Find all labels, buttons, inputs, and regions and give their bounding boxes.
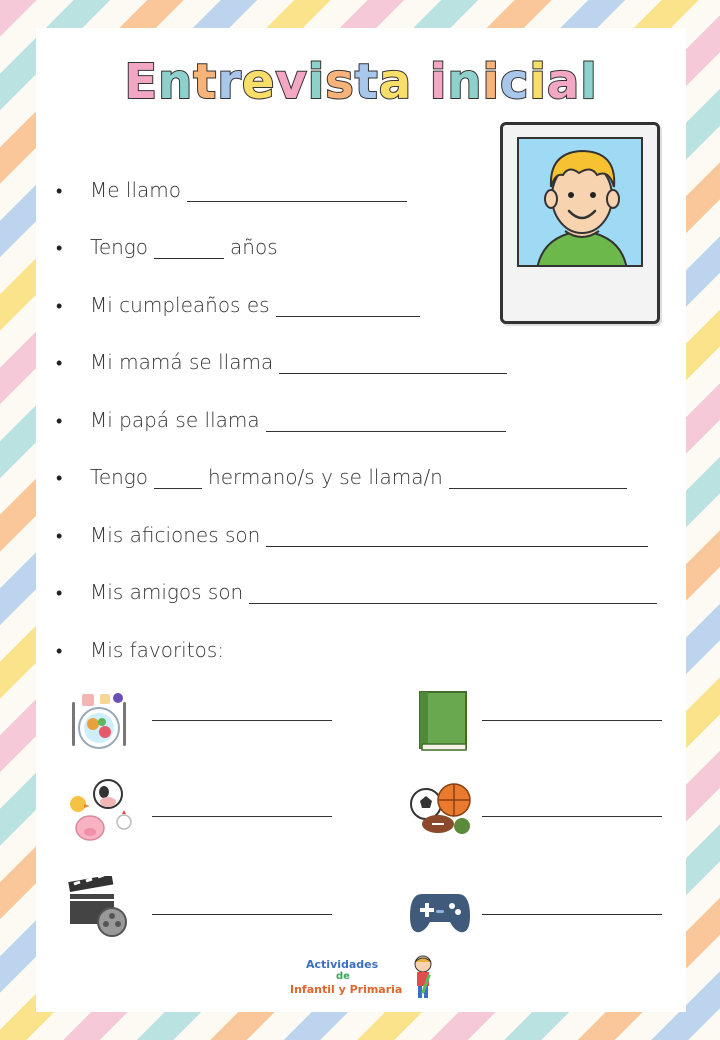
title-letter: i [529,54,547,110]
question-label: Mis favoritos: [90,638,224,662]
title-letter: a [378,54,413,110]
question-label: Mis amigos son [90,580,244,604]
title-letter: n [158,54,194,110]
bullet: • [56,641,63,662]
question-label: Mi papá se llama [90,408,260,432]
answer-line[interactable] [276,295,420,317]
photo-frame [500,122,660,324]
question-label: Me llamo [90,178,182,202]
answer-line[interactable] [449,467,627,489]
question-middle: hermano/s y se llama/n [208,465,443,489]
title-letter: v [275,54,308,110]
question-label: Mi cumpleaños es [90,293,270,317]
title-letter: r [217,54,242,110]
question-hobbies [56,507,654,547]
question-age [56,219,278,259]
answer-line[interactable] [249,582,657,604]
title-letter: i [429,54,448,110]
favorite-games-icon [408,886,472,940]
title-letter: t [193,54,218,110]
question-father [56,392,512,432]
favorite-sports-line[interactable] [482,816,662,817]
question-name [56,162,413,202]
favorite-movie-line[interactable] [152,914,332,915]
publisher-logo [286,954,446,1006]
title-letter: E [124,54,159,110]
bullet: • [56,468,63,489]
title-letter: e [241,54,276,110]
boy-illustration [519,139,643,267]
favorite-animals-line[interactable] [152,816,332,817]
title-letter: t [354,54,379,110]
answer-line[interactable] [279,352,507,374]
question-friends [56,564,663,604]
child-portrait [517,137,643,267]
question-favorites [56,622,224,662]
favorite-book-line[interactable] [482,720,662,721]
logo-line-3: Infantil y Primaria [290,983,403,996]
title-letter: a [546,54,581,110]
answer-line[interactable] [154,237,224,259]
favorite-games-line[interactable] [482,914,662,915]
question-label: Tengo [90,465,149,489]
worksheet [36,28,686,1012]
title-letter: c [499,54,530,110]
favorite-sports-icon [408,780,476,844]
logo-line-2: de [336,971,350,982]
title-letter: n [447,54,483,110]
question-label: Tengo [90,235,149,259]
bullet: • [56,296,63,317]
question-birthday [56,277,426,317]
bullet: • [56,583,63,604]
bullet: • [56,353,63,374]
favorite-book-icon [414,688,470,758]
page-title [36,54,686,110]
question-label: Mi mamá se llama [90,350,274,374]
title-letter: s [325,54,355,110]
favorite-movie-icon [66,876,132,944]
title-letter: l [580,54,598,110]
answer-line[interactable] [154,467,202,489]
logo-line-1: Actividades [306,958,379,971]
question-siblings [56,449,633,489]
bullet: • [56,238,63,259]
bullet: • [56,181,63,202]
answer-line[interactable] [266,525,648,547]
title-letter: i [482,54,500,110]
favorite-animals-icon [66,776,136,850]
question-suffix: años [230,235,278,259]
favorite-food-line[interactable] [152,720,332,721]
title-letter [412,54,430,110]
bullet: • [56,411,63,432]
question-label: Mis aficiones son [90,523,261,547]
answer-line[interactable] [266,410,506,432]
bullet: • [56,526,63,547]
title-letter: i [307,54,326,110]
favorite-food-icon [68,690,130,756]
question-mother [56,334,513,374]
answer-line[interactable] [187,180,407,202]
girl-mascot-icon [406,954,440,1000]
